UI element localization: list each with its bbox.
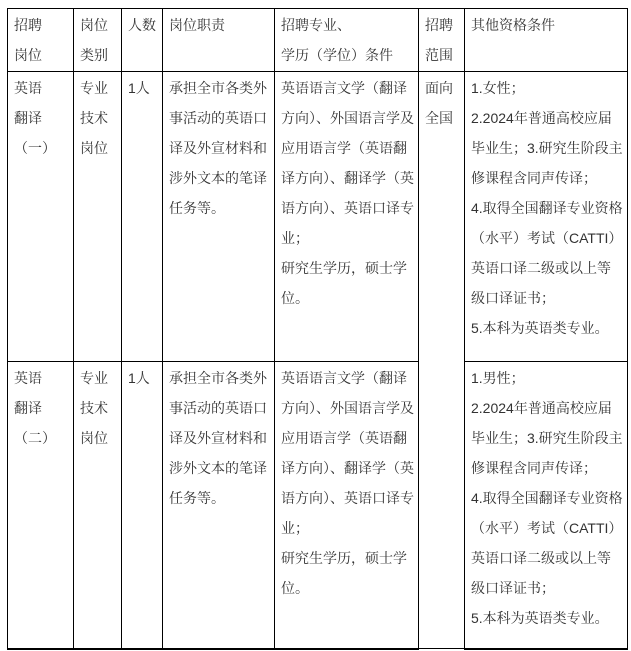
cell-category	[74, 72, 122, 362]
cell-line: 翻译	[14, 110, 42, 126]
header-cell-position	[8, 9, 74, 72]
cell-major-education	[275, 72, 419, 362]
header-line: 类别	[80, 47, 108, 63]
header-line: 岗位	[80, 17, 108, 33]
header-line: 人数	[128, 17, 156, 33]
cell-other-qualifications	[465, 362, 628, 649]
cell-duties	[163, 362, 275, 649]
cell-major-education	[275, 362, 419, 649]
cell-category	[74, 362, 122, 649]
recruitment-table	[7, 8, 628, 650]
cell-paragraph: 1.女性；	[471, 80, 525, 96]
header-cell-category	[74, 9, 122, 72]
header-cell-scope	[419, 9, 465, 72]
cell-line: 英语	[14, 370, 42, 386]
header-cell-other-qualifications	[465, 9, 628, 72]
cell-paragraph: 英语语言文学（翻译方向）、外国语言学及应用语言学（英语翻译方向）、翻译学（英语方向）、英语口译专业；	[281, 370, 414, 536]
header-line: 学历（学位）条件	[281, 47, 393, 63]
cell-position	[8, 72, 74, 362]
table-row-position-1	[8, 72, 628, 362]
header-line: 其他资格条件	[471, 17, 555, 33]
cell-line: 1人	[128, 80, 150, 96]
cell-headcount	[122, 72, 163, 362]
cell-line: 1人	[128, 370, 150, 386]
cell-paragraph: 2.2024年普通高校应届毕业生；3.研究生阶段主修课程含同声传译；	[471, 110, 623, 186]
header-cell-duties	[163, 9, 275, 72]
cell-line: 岗位	[80, 430, 108, 446]
cell-line: 技术	[80, 400, 108, 416]
cell-paragraph: 2.2024年普通高校应届毕业生；3.研究生阶段主修课程含同声传译；	[471, 400, 623, 476]
cell-paragraph: 5.本科为英语类专业。	[471, 320, 609, 336]
cell-paragraph: 承担全市各类外事活动的英语口译及外宣材料和涉外文本的笔译任务等。	[169, 370, 267, 506]
table-row-position-2	[8, 362, 628, 649]
cell-line: 翻译	[14, 400, 42, 416]
cell-line: 英语	[14, 80, 42, 96]
cell-paragraph: 研究生学历，硕士学位。	[281, 550, 407, 596]
header-line: 招聘	[14, 17, 42, 33]
cell-line: 全国	[425, 110, 453, 126]
header-line: 招聘	[425, 17, 453, 33]
cell-paragraph: 5.本科为英语类专业。	[471, 610, 609, 626]
cell-paragraph: 1.男性；	[471, 370, 525, 386]
cell-other-qualifications	[465, 72, 628, 362]
cell-line: 专业	[80, 370, 108, 386]
header-line: 招聘专业、	[281, 17, 351, 33]
cell-paragraph: 英语语言文学（翻译方向）、外国语言学及应用语言学（英语翻译方向）、翻译学（英语方向）、英语口译专业；	[281, 80, 414, 246]
cell-line: 专业	[80, 80, 108, 96]
cell-line: （一）	[14, 140, 56, 156]
cell-line: （二）	[14, 430, 56, 446]
cell-line: 岗位	[80, 140, 108, 156]
cell-scope-merged	[419, 72, 465, 649]
cell-paragraph: 4.取得全国翻译专业资格（水平）考试（CATTI）英语口译二级或以上等级口译证书；	[471, 200, 623, 306]
cell-line: 面向	[425, 80, 453, 96]
header-cell-headcount	[122, 9, 163, 72]
cell-paragraph: 承担全市各类外事活动的英语口译及外宣材料和涉外文本的笔译任务等。	[169, 80, 267, 216]
header-line: 岗位职责	[169, 17, 225, 33]
cell-duties	[163, 72, 275, 362]
header-line: 岗位	[14, 47, 42, 63]
cell-line: 技术	[80, 110, 108, 126]
cell-headcount	[122, 362, 163, 649]
cell-position	[8, 362, 74, 649]
cell-paragraph: 4.取得全国翻译专业资格（水平）考试（CATTI）英语口译二级或以上等级口译证书；	[471, 490, 623, 596]
header-line: 范围	[425, 47, 453, 63]
header-cell-major-education	[275, 9, 419, 72]
header-row	[8, 9, 628, 72]
cell-paragraph: 研究生学历，硕士学位。	[281, 260, 407, 306]
